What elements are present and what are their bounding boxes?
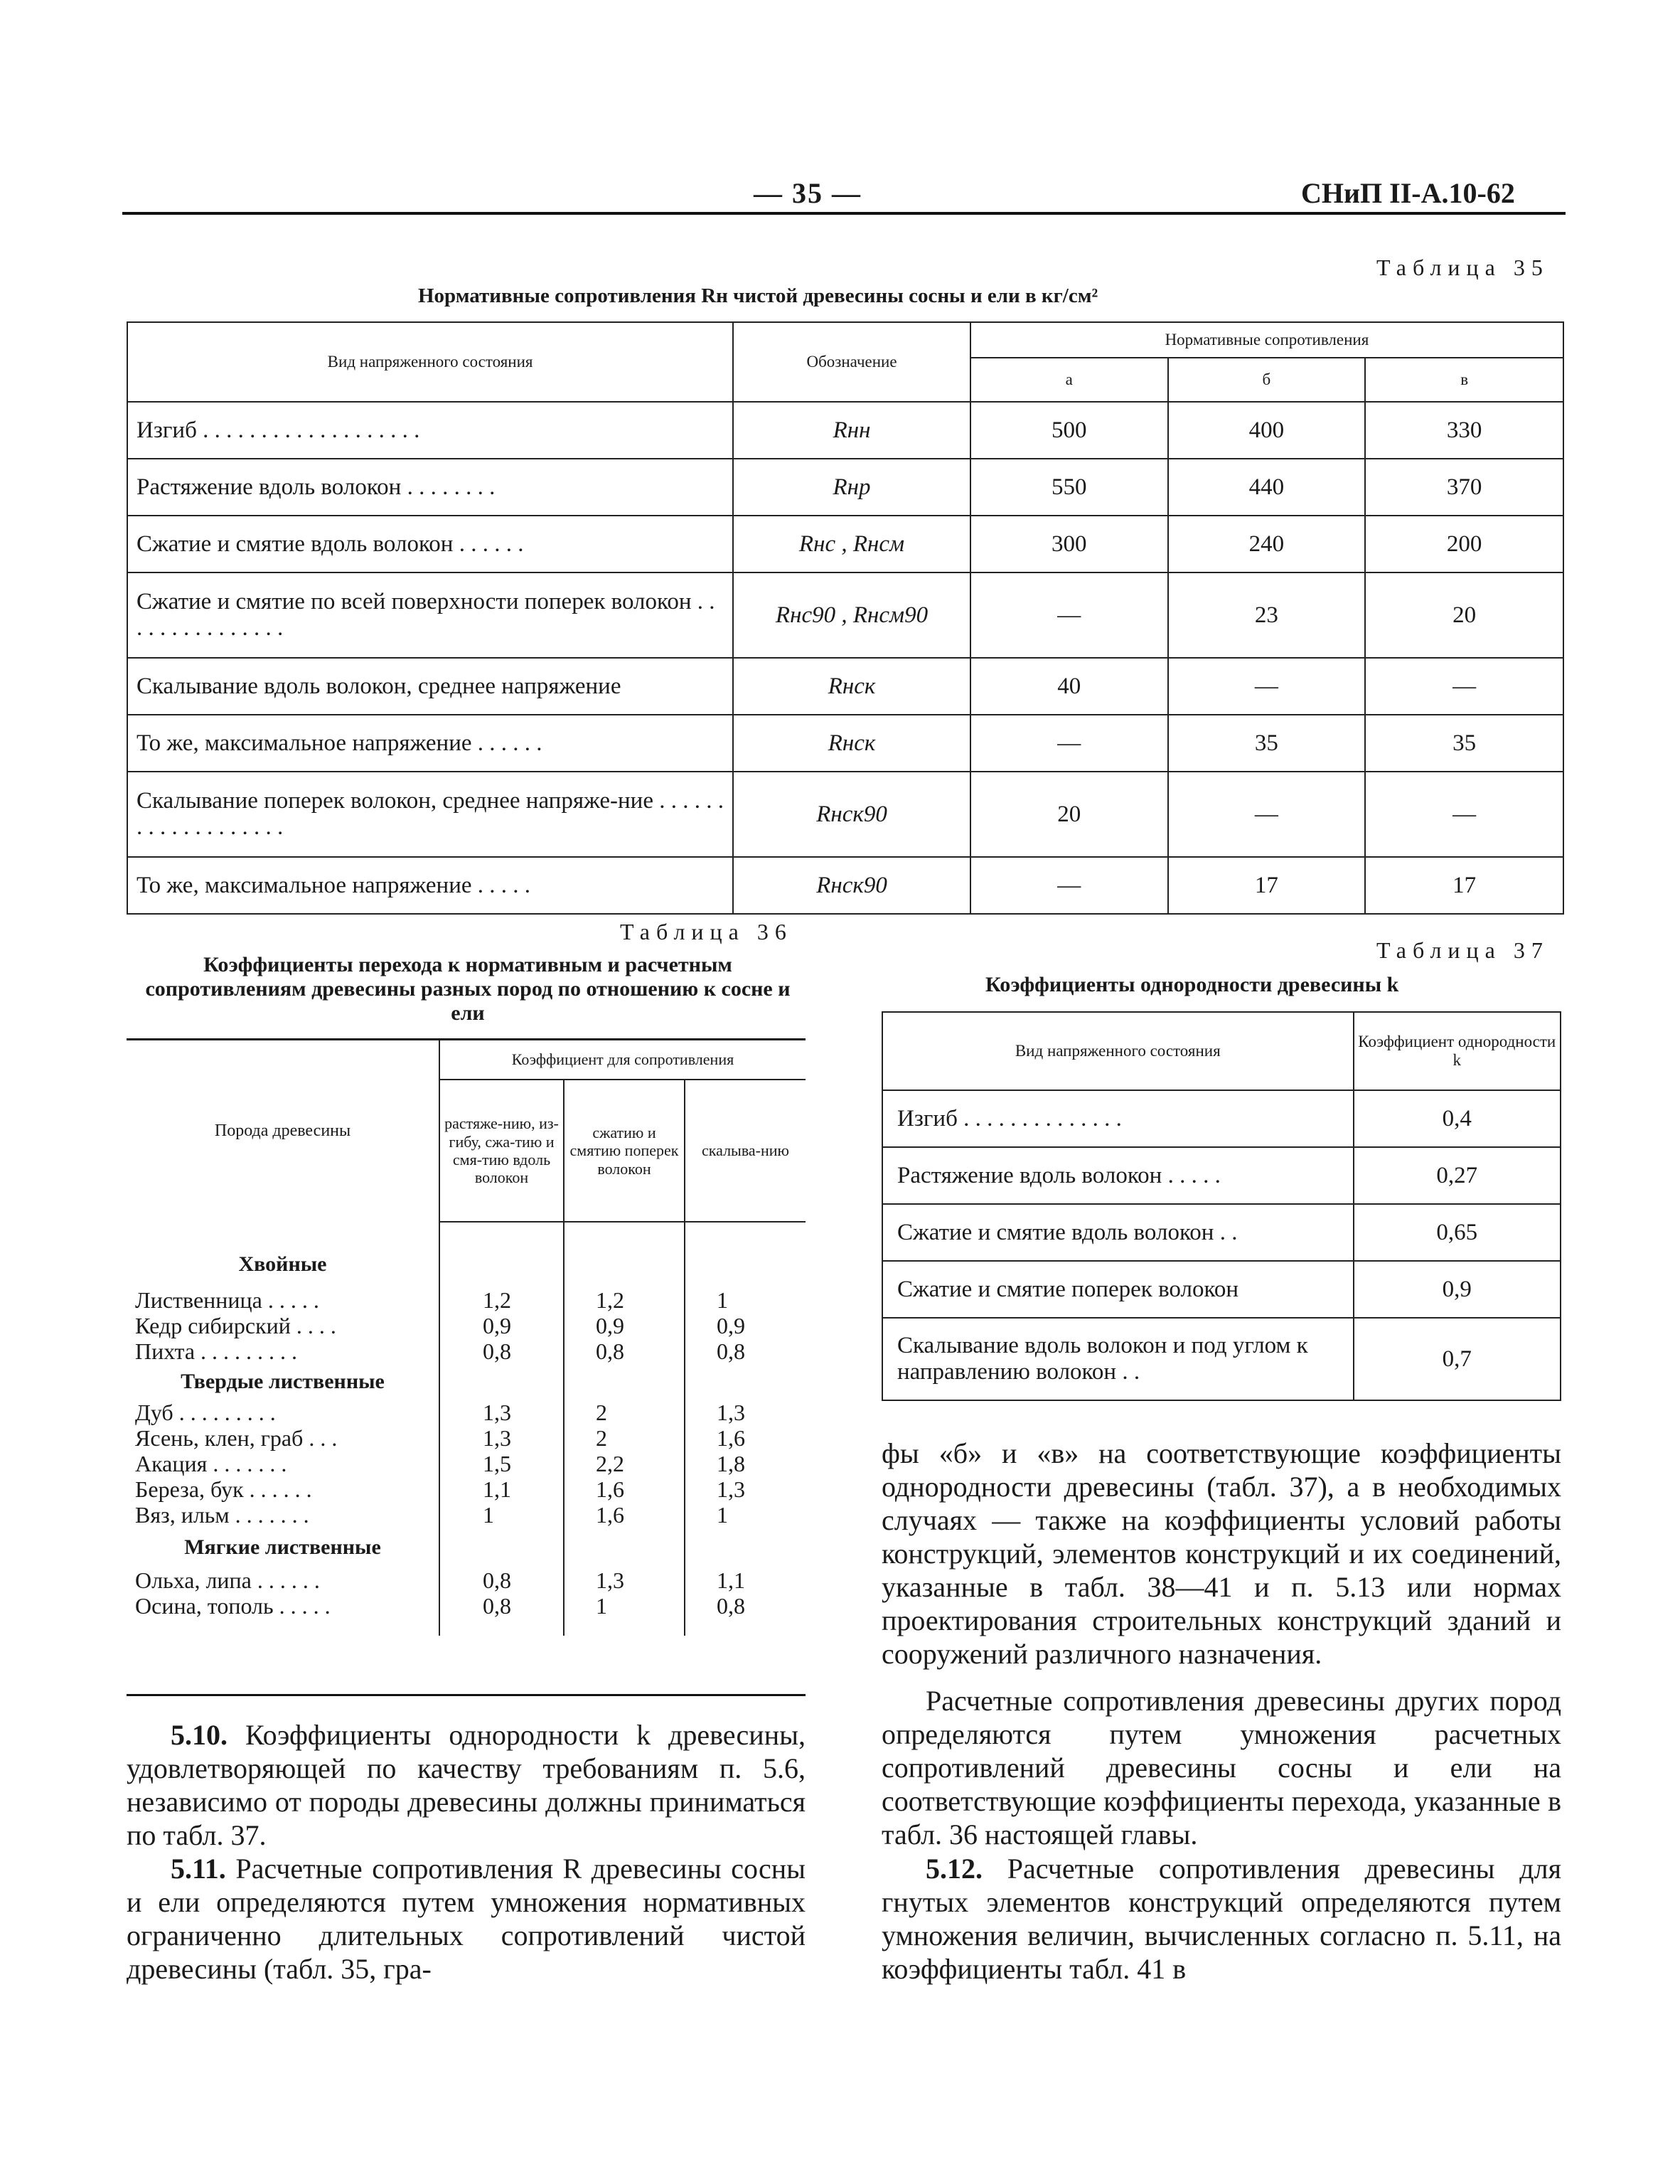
row-label: То же, максимальное напряжение . . . . . . <box>127 715 733 772</box>
value-b: 440 <box>1168 459 1366 516</box>
table-row <box>127 658 1563 715</box>
row-symbol: Rнс , Rнсм <box>733 516 970 572</box>
table-row <box>127 1425 806 1451</box>
value-col1: 0,8 <box>439 1338 564 1364</box>
table-row <box>127 1313 806 1338</box>
table36-title: Коэффициенты перехода к нормативным и расчетным сопротивлениям древесины разных пород по отношению к сосне и ели <box>145 953 791 1025</box>
table35-header-state: Вид напряженного состояния <box>127 322 733 402</box>
row-label: Изгиб . . . . . . . . . . . . . . <box>882 1090 1354 1147</box>
table-row <box>127 516 1563 572</box>
value-col2: 2 <box>564 1400 685 1425</box>
row-value: 0,27 <box>1354 1147 1561 1204</box>
table35-header-group: Нормативные сопротивления <box>970 322 1563 358</box>
value-col1: 1,3 <box>439 1400 564 1425</box>
value-b: — <box>1168 658 1366 715</box>
value-col2: 0,8 <box>564 1338 685 1364</box>
value-col1: 0,8 <box>439 1593 564 1619</box>
row-symbol: Rнск <box>733 658 970 715</box>
paragraph-5-12 <box>882 1852 1561 1986</box>
table-row <box>127 1451 806 1476</box>
value-a: 20 <box>970 772 1168 857</box>
species-name: Дуб . . . . . . . . . <box>127 1400 439 1425</box>
row-symbol: Rнр <box>733 459 970 516</box>
value-col1: 1,5 <box>439 1451 564 1476</box>
species-name: Вяз, ильм . . . . . . . <box>127 1502 439 1528</box>
table36-header-col3: скалыва-нию <box>685 1080 806 1222</box>
row-label: Сжатие и смятие по всей поверхности поперек волокон . . . . . . . . . . . . . . . <box>127 572 733 658</box>
value-col3: 0,8 <box>685 1338 806 1364</box>
value-b: 23 <box>1168 572 1366 658</box>
table36-header-col2: сжатию и смятию поперек волокон <box>564 1080 685 1222</box>
table-row <box>127 857 1563 914</box>
table37-title: Коэффициенты однородности древесины k <box>985 973 1399 996</box>
section-number: 5.11. <box>171 1853 226 1885</box>
paragraph-continued: фы «б» и «в» на соответствующие коэффициенты однородности древесины (табл. 37), а в необходимых случаях — также на коэффициенты условий работы конструкций, элементов конструкций и их соединений, указанные в табл. 38—41 и п. 5.13 или нормах проектирования строительных конструкций зданий и сооружений различного назначения. <box>882 1437 1561 1670</box>
table-row <box>882 1261 1561 1318</box>
value-b: 35 <box>1168 715 1366 772</box>
species-name: Акация . . . . . . . <box>127 1451 439 1476</box>
section-number: 5.10. <box>171 1719 228 1751</box>
value-b: 17 <box>1168 857 1366 914</box>
value-col3: 0,8 <box>685 1593 806 1619</box>
table-row <box>127 1400 806 1425</box>
species-name: Лиственница . . . . . <box>127 1287 439 1313</box>
row-value: 0,65 <box>1354 1204 1561 1261</box>
species-name: Ясень, клен, граб . . . <box>127 1425 439 1451</box>
value-a: 40 <box>970 658 1168 715</box>
value-v: 370 <box>1365 459 1563 516</box>
table-row <box>882 1147 1561 1204</box>
paragraph-text: Коэффициенты однородности k древесины, удовлетворяющей по качеству требованиям п. 5.6, независимо от породы древесины должны приниматься по табл. 37. <box>127 1719 806 1851</box>
value-col1: 1,3 <box>439 1425 564 1451</box>
row-label: Сжатие и смятие поперек волокон <box>882 1261 1354 1318</box>
table35-header-v: в <box>1365 358 1563 402</box>
value-col2: 1 <box>564 1593 685 1619</box>
value-col3: 0,9 <box>685 1313 806 1338</box>
row-label: То же, максимальное напряжение . . . . . <box>127 857 733 914</box>
value-col1: 1 <box>439 1502 564 1528</box>
value-col1: 0,8 <box>439 1567 564 1593</box>
value-col3: 1,3 <box>685 1476 806 1502</box>
table-row <box>127 772 1563 857</box>
value-col2: 1,6 <box>564 1502 685 1528</box>
row-symbol: Rнск90 <box>733 857 970 914</box>
table-row <box>127 715 1563 772</box>
table35-header-b: б <box>1168 358 1366 402</box>
value-col3: 1,6 <box>685 1425 806 1451</box>
row-label: Скалывание поперек волокон, среднее напряже-ние . . . . . . . . . . . . . . . . . . . <box>127 772 733 857</box>
row-symbol: Rнс90 , Rнсм90 <box>733 572 970 658</box>
value-a: — <box>970 857 1168 914</box>
row-value: 0,4 <box>1354 1090 1561 1147</box>
value-v: 20 <box>1365 572 1563 658</box>
table-row <box>127 1287 806 1313</box>
document-code: СНиП II-А.10-62 <box>1301 177 1515 209</box>
value-b: 400 <box>1168 402 1366 459</box>
value-col2: 1,6 <box>564 1476 685 1502</box>
row-label: Скалывание вдоль волокон, среднее напряжение <box>127 658 733 715</box>
table-row <box>882 1318 1561 1400</box>
paragraph-5-10 <box>127 1718 806 1852</box>
value-b: — <box>1168 772 1366 857</box>
table35-header-a: а <box>970 358 1168 402</box>
table36-caption: Таблица 36 <box>620 919 793 944</box>
paragraph-5-11 <box>127 1852 806 1986</box>
table37-header-state: Вид напряженного состояния <box>882 1012 1354 1090</box>
table37-header-coef: Коэффициент однородности k <box>1354 1012 1561 1090</box>
value-col3: 1 <box>685 1502 806 1528</box>
table-row <box>127 1338 806 1364</box>
row-symbol: Rнн <box>733 402 970 459</box>
value-col2: 1,3 <box>564 1567 685 1593</box>
table36-header-species: Порода древесины <box>127 1040 439 1222</box>
value-col2: 2,2 <box>564 1451 685 1476</box>
value-a: — <box>970 715 1168 772</box>
value-a: 300 <box>970 516 1168 572</box>
table-row <box>127 459 1563 516</box>
value-v: 330 <box>1365 402 1563 459</box>
paragraph-other-species: Расчетные сопротивления древесины других пород определяются путем умножения расчетных сопротивлений древесины сосны и ели на соответствующие коэффициенты перехода, указанные в табл. 36 настоящей главы. <box>882 1685 1561 1850</box>
group-heading: Хвойные <box>127 1222 439 1277</box>
value-b: 240 <box>1168 516 1366 572</box>
species-name: Пихта . . . . . . . . . <box>127 1338 439 1364</box>
table35 <box>127 321 1564 915</box>
header-rule <box>122 212 1566 215</box>
value-v: — <box>1365 658 1563 715</box>
row-label: Изгиб . . . . . . . . . . . . . . . . . . . <box>127 402 733 459</box>
table35-title: Нормативные сопротивления Rн чистой древесины сосны и ели в кг/см² <box>418 284 1098 307</box>
table37 <box>882 1011 1561 1401</box>
row-value: 0,7 <box>1354 1318 1561 1400</box>
value-v: 17 <box>1365 857 1563 914</box>
value-a: 550 <box>970 459 1168 516</box>
table-row <box>127 1476 806 1502</box>
species-name: Кедр сибирский . . . . <box>127 1313 439 1338</box>
value-col1: 0,9 <box>439 1313 564 1338</box>
value-v: — <box>1365 772 1563 857</box>
table-row <box>127 1502 806 1528</box>
table36 <box>127 1040 806 1636</box>
row-label: Скалывание вдоль волокон и под углом к направлению волокон . . <box>882 1318 1354 1400</box>
table-row <box>127 1567 806 1593</box>
table-row <box>127 402 1563 459</box>
table36-header-group: Коэффициент для сопротивления <box>439 1040 806 1080</box>
value-v: 200 <box>1365 516 1563 572</box>
table36-header-col1: растяже-нию, из-гибу, сжа-тию и смя-тию вдоль волокон <box>439 1080 564 1222</box>
table-row <box>882 1204 1561 1261</box>
group-heading: Мягкие лиственные <box>127 1528 439 1567</box>
value-col3: 1,3 <box>685 1400 806 1425</box>
table37-caption: Таблица 37 <box>1376 937 1549 963</box>
value-col2: 1,2 <box>564 1287 685 1313</box>
table36-bottom-rule <box>127 1694 806 1696</box>
value-a: — <box>970 572 1168 658</box>
row-label: Сжатие и смятие вдоль волокон . . <box>882 1204 1354 1261</box>
table35-header-symbol: Обозначение <box>733 322 970 402</box>
table-row <box>127 572 1563 658</box>
value-col2: 0,9 <box>564 1313 685 1338</box>
species-name: Береза, бук . . . . . . <box>127 1476 439 1502</box>
species-name: Осина, тополь . . . . . <box>127 1593 439 1619</box>
row-symbol: Rнск <box>733 715 970 772</box>
value-col1: 1,1 <box>439 1476 564 1502</box>
page-number: — 35 — <box>754 177 862 209</box>
row-label: Растяжение вдоль волокон . . . . . . . . <box>127 459 733 516</box>
value-col1: 1,2 <box>439 1287 564 1313</box>
row-symbol: Rнск90 <box>733 772 970 857</box>
group-heading: Твердые лиственные <box>127 1364 439 1400</box>
value-v: 35 <box>1365 715 1563 772</box>
paragraph-text: Расчетные сопротивления R древесины сосны и ели определяются путем умножения нормативных ограниченно длительных сопротивлений чистой древесины (табл. 35, гра- <box>127 1853 806 1985</box>
table-row <box>882 1090 1561 1147</box>
value-col2: 2 <box>564 1425 685 1451</box>
value-a: 500 <box>970 402 1168 459</box>
table35-caption: Таблица 35 <box>1376 255 1549 280</box>
table-row <box>127 1593 806 1619</box>
section-number: 5.12. <box>926 1853 983 1885</box>
paragraph-text: Расчетные сопротивления древесины для гнутых элементов конструкций определяются путем умножения величин, вычисленных согласно п. 5.11, на коэффициенты табл. 41 в <box>882 1853 1561 1985</box>
value-col3: 1,1 <box>685 1567 806 1593</box>
value-col3: 1 <box>685 1287 806 1313</box>
species-name: Ольха, липа . . . . . . <box>127 1567 439 1593</box>
row-value: 0,9 <box>1354 1261 1561 1318</box>
row-label: Сжатие и смятие вдоль волокон . . . . . . <box>127 516 733 572</box>
value-col3: 1,8 <box>685 1451 806 1476</box>
row-label: Растяжение вдоль волокон . . . . . <box>882 1147 1354 1204</box>
